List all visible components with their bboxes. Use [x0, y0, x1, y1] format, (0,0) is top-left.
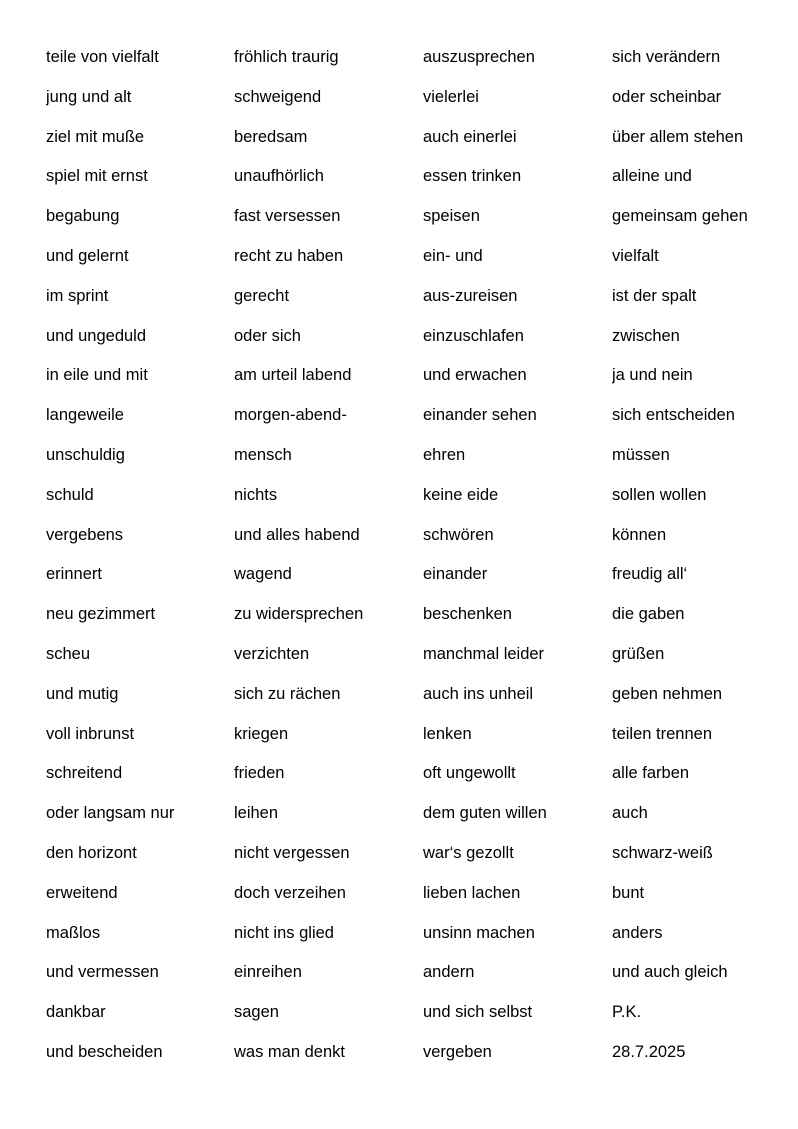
poem-line-col2: nichts: [234, 485, 278, 504]
poem-line-col4: sich entscheiden: [612, 406, 735, 425]
poem-line-col4: schwarz-weiß: [612, 843, 713, 862]
poem-line-col2: doch verzeihen: [234, 883, 346, 902]
poem-line-col1: erinnert: [46, 565, 102, 584]
poem-line-col4: anders: [612, 923, 663, 942]
poem-line-col4: müssen: [612, 445, 670, 464]
poem-line-col3: vielerlei: [423, 87, 479, 106]
poem-line-col1: und mutig: [46, 684, 119, 703]
poem-line-col3: aus-zureisen: [423, 286, 518, 305]
poem-line-col2: beredsam: [234, 127, 308, 146]
poem-line-col1: spiel mit ernst: [46, 167, 148, 186]
poem-line-col4: sich verändern: [612, 48, 721, 66]
poem-line-col4: über allem stehen: [612, 127, 744, 146]
poem-line-col4: ist der spalt: [612, 286, 697, 305]
poem-line-col1: und ungeduld: [46, 326, 147, 345]
poem-line-col1: schuld: [46, 485, 94, 504]
poem-line-col4: auch: [612, 804, 648, 823]
poem-line-col2: und alles habend: [234, 525, 360, 544]
poem-line-col4: alleine und: [612, 167, 692, 186]
poem-line-col2: gerecht: [234, 286, 290, 305]
poem-line-col4: P.K.: [612, 1003, 642, 1022]
poem-line-col4: 28.7.2025: [612, 1042, 686, 1061]
poem-line-col3: andern: [423, 963, 475, 982]
poem-line-col3: essen trinken: [423, 167, 522, 186]
poem-line-col3: auszusprechen: [423, 48, 535, 66]
poem-line-col3: war‘s gezollt: [423, 843, 514, 862]
poem-line-col1: langeweile: [46, 406, 124, 425]
poem-line-col1: den horizont: [46, 843, 137, 862]
poem-line-col2: unaufhörlich: [234, 167, 324, 186]
poem-line-col1: und gelernt: [46, 246, 129, 265]
poem-line-col2: kriegen: [234, 724, 289, 743]
poem-line-col1: ziel mit muße: [46, 127, 145, 146]
poem-line-col2: leihen: [234, 804, 279, 823]
poem-line-col3: einander sehen: [423, 406, 537, 425]
poem-line-col3: einzuschlafen: [423, 326, 524, 345]
poem-line-col1: begabung: [46, 207, 120, 226]
poem-line-col1: dankbar: [46, 1003, 106, 1022]
poem-line-col3: keine eide: [423, 485, 499, 504]
poem-line-col3: manchmal leider: [423, 644, 545, 663]
poem-line-col1: und bescheiden: [46, 1042, 163, 1061]
poem-line-col4: ja und nein: [612, 366, 693, 385]
poem-line-col2: sich zu rächen: [234, 684, 341, 703]
poem-line-col3: einander: [423, 565, 488, 584]
poem-line-col1: neu gezimmert: [46, 605, 156, 624]
poem-line-col3: dem guten willen: [423, 804, 547, 823]
poem-line-col2: morgen-abend-: [234, 406, 347, 425]
poem-line-col4: grüßen: [612, 644, 665, 663]
poem-line-col2: schweigend: [234, 87, 322, 106]
poem-line-col3: auch einerlei: [423, 127, 517, 146]
poem-line-col1: maßlos: [46, 923, 101, 942]
poem-line-col1: erweitend: [46, 883, 118, 902]
poem-line-col4: bunt: [612, 883, 645, 902]
poem-line-col2: am urteil labend: [234, 366, 352, 385]
poem-line-col2: nicht ins glied: [234, 923, 334, 942]
poem-line-col3: und erwachen: [423, 366, 527, 385]
poem-line-col1: teile von vielfalt: [46, 48, 159, 66]
poem-line-col1: unschuldig: [46, 445, 125, 464]
poem-line-col1: oder langsam nur: [46, 804, 175, 823]
poem-line-col1: jung und alt: [46, 87, 132, 106]
poem-line-col2: zu widersprechen: [234, 605, 364, 624]
poem-line-col1: im sprint: [46, 286, 109, 305]
poem-line-col4: können: [612, 525, 667, 544]
poem-line-col3: ehren: [423, 445, 466, 464]
poem-line-col2: wagend: [234, 565, 292, 584]
poem-line-col1: vergebens: [46, 525, 124, 544]
poem-line-col2: einreihen: [234, 963, 302, 982]
poem-line-col3: speisen: [423, 207, 480, 226]
poem-line-col1: in eile und mit: [46, 366, 148, 385]
poem-line-col4: geben nehmen: [612, 684, 723, 703]
poem-line-col2: verzichten: [234, 644, 310, 663]
poem-line-col1: voll inbrunst: [46, 724, 135, 743]
poem-line-col3: lenken: [423, 724, 472, 743]
poem-line-col2: mensch: [234, 445, 292, 464]
poem-line-col3: auch ins unheil: [423, 684, 534, 703]
poem-line-col4: freudig all‘: [612, 565, 688, 584]
poem-line-col3: vergeben: [423, 1042, 492, 1061]
poem-line-col2: frieden: [234, 764, 285, 783]
poem-line-col2: oder sich: [234, 326, 301, 345]
poem-line-col2: was man denkt: [234, 1042, 345, 1061]
poem-line-col4: teilen trennen: [612, 724, 712, 743]
poem-line-col3: beschenken: [423, 605, 512, 624]
poem-line-col3: lieben lachen: [423, 883, 521, 902]
poem-text-grid: [46, 45, 786, 1080]
poem-line-col4: zwischen: [612, 326, 680, 345]
poem-line-col3: unsinn machen: [423, 923, 535, 942]
poem-line-col1: schreitend: [46, 764, 123, 783]
poem-line-col3: schwören: [423, 525, 494, 544]
poem-line-col2: nicht vergessen: [234, 843, 350, 862]
poem-line-col3: und sich selbst: [423, 1003, 533, 1022]
poem-line-col1: scheu: [46, 644, 91, 663]
poem-line-col4: gemeinsam gehen: [612, 207, 748, 226]
poem-line-col4: oder scheinbar: [612, 87, 722, 106]
poem-line-col4: sollen wollen: [612, 485, 707, 504]
poem-line-col4: die gaben: [612, 605, 685, 624]
poem-line-col3: ein- und: [423, 246, 483, 265]
poem-line-col4: vielfalt: [612, 246, 659, 265]
poem-line-col2: recht zu haben: [234, 246, 344, 265]
poem-line-col2: fast versessen: [234, 207, 341, 226]
poem-line-col2: sagen: [234, 1003, 279, 1022]
poem-line-col1: und vermessen: [46, 963, 159, 982]
poem-line-col4: alle farben: [612, 764, 690, 783]
poem-line-col3: oft ungewollt: [423, 764, 516, 783]
poem-line-col2: fröhlich traurig: [234, 48, 339, 66]
poem-line-col4: und auch gleich: [612, 963, 728, 982]
